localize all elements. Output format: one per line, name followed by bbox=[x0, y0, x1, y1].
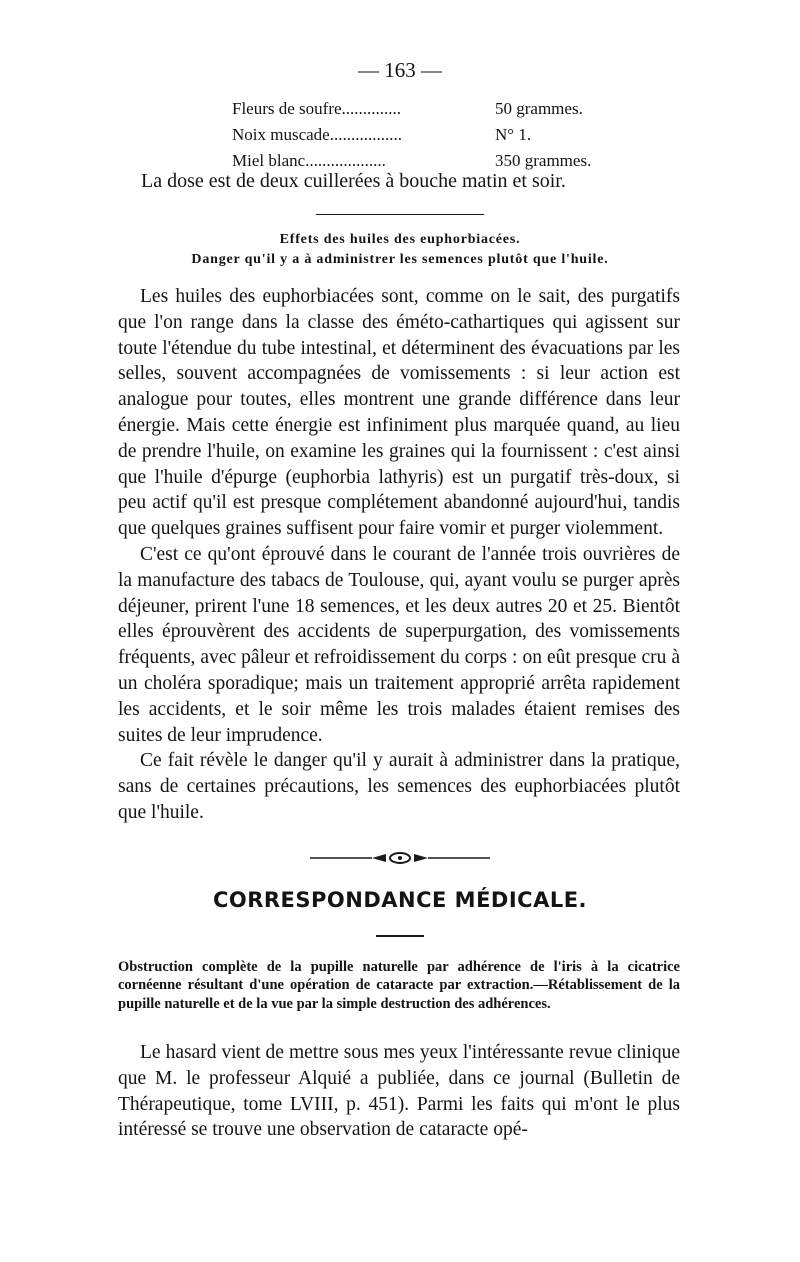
ornament-divider bbox=[310, 850, 490, 866]
section-divider bbox=[316, 214, 484, 215]
page-number: — 163 — bbox=[358, 58, 442, 82]
recipe-row bbox=[232, 96, 612, 122]
paragraph: C'est ce qu'ont éprouvé dans le courant de l'année trois ouvrières de la manufacture des tabacs de Toulouse, qui, ayant voulu se purger après déjeuner, prirent l'une 18 semences, et les deux autres 20 et 25. Bientôt elles éprouvèrent des accidents de superpurgation, des vomissements fréquents, avec pâleur et refroidissement du corps : on eût presque cru à un choléra sporadique; mais un traitement approprié arrêta rapidement les accidents, et le soir même les trois malades étaient remises des suites de leur imprudence. bbox=[118, 543, 680, 746]
section-subheading: Danger qu'il y a à administrer les semences plutôt que l'huile. bbox=[191, 252, 609, 267]
recipe-ingredient: Miel blanc................... bbox=[232, 151, 386, 170]
dose-instruction: La dose est de deux cuillerées à bouche matin et soir. bbox=[141, 170, 566, 192]
recipe-quantity: 350 grammes. bbox=[495, 151, 592, 170]
correspondence-body bbox=[118, 1040, 680, 1143]
section-title: CORRESPONDANCE MÉDICALE. bbox=[212, 888, 588, 912]
article-body bbox=[118, 284, 680, 826]
recipe-row bbox=[232, 122, 612, 148]
section-heading: Effets des huiles des euphorbiacées. bbox=[279, 232, 521, 247]
recipe-quantity: 50 grammes. bbox=[495, 99, 583, 118]
case-summary: Obstruction complète de la pupille naturelle par adhérence de l'iris à la cicatrice cornéenne résultant d'une opération de cataracte par extraction.—Rétablissement de la pupille naturelle et de la vue par la simple destruction des adhérences. bbox=[118, 959, 680, 1012]
recipe-quantity: N° 1. bbox=[495, 125, 532, 144]
recipe-list bbox=[232, 96, 612, 174]
title-underline bbox=[376, 935, 424, 937]
paragraph: Les huiles des euphorbiacées sont, comme on le sait, des purgatifs que l'on range dans la classe des éméto-cathartiques qui agissent sur toute l'étendue du tube intestinal, et déterminent des évacuations par les selles, souvent accompagnées de vomissements : si leur action est analogue pour toutes, elles montrent une grande différence dans leur énergie. Mais cette énergie est infiniment plus marquée quand, au lieu de prendre l'huile, on examine les graines qui la fournissent : c'est ainsi que l'huile d'épurge (euphorbia lathyris) est un purgatif très-doux, si peu actif qu'il est presque complétement abandonné aujourd'hui, tandis que quelques graines suffisent pour faire vomir et purger violemment. bbox=[118, 286, 680, 540]
recipe-ingredient: Noix muscade................. bbox=[232, 125, 402, 144]
recipe-ingredient: Fleurs de soufre.............. bbox=[232, 99, 402, 118]
paragraph: Le hasard vient de mettre sous mes yeux l'intéressante revue clinique que M. le professeur Alquié a publiée, dans ce journal (Bulletin de Thérapeutique, tome LVIII, p. 451). Parmi les faits qui m'ont le plus intéressé se trouve une observation de cataracte opé- bbox=[118, 1042, 680, 1141]
paragraph: Ce fait révèle le danger qu'il y aurait à administrer dans la pratique, sans de certaines précautions, les semences des euphorbiacées plutôt que l'huile. bbox=[118, 750, 680, 823]
